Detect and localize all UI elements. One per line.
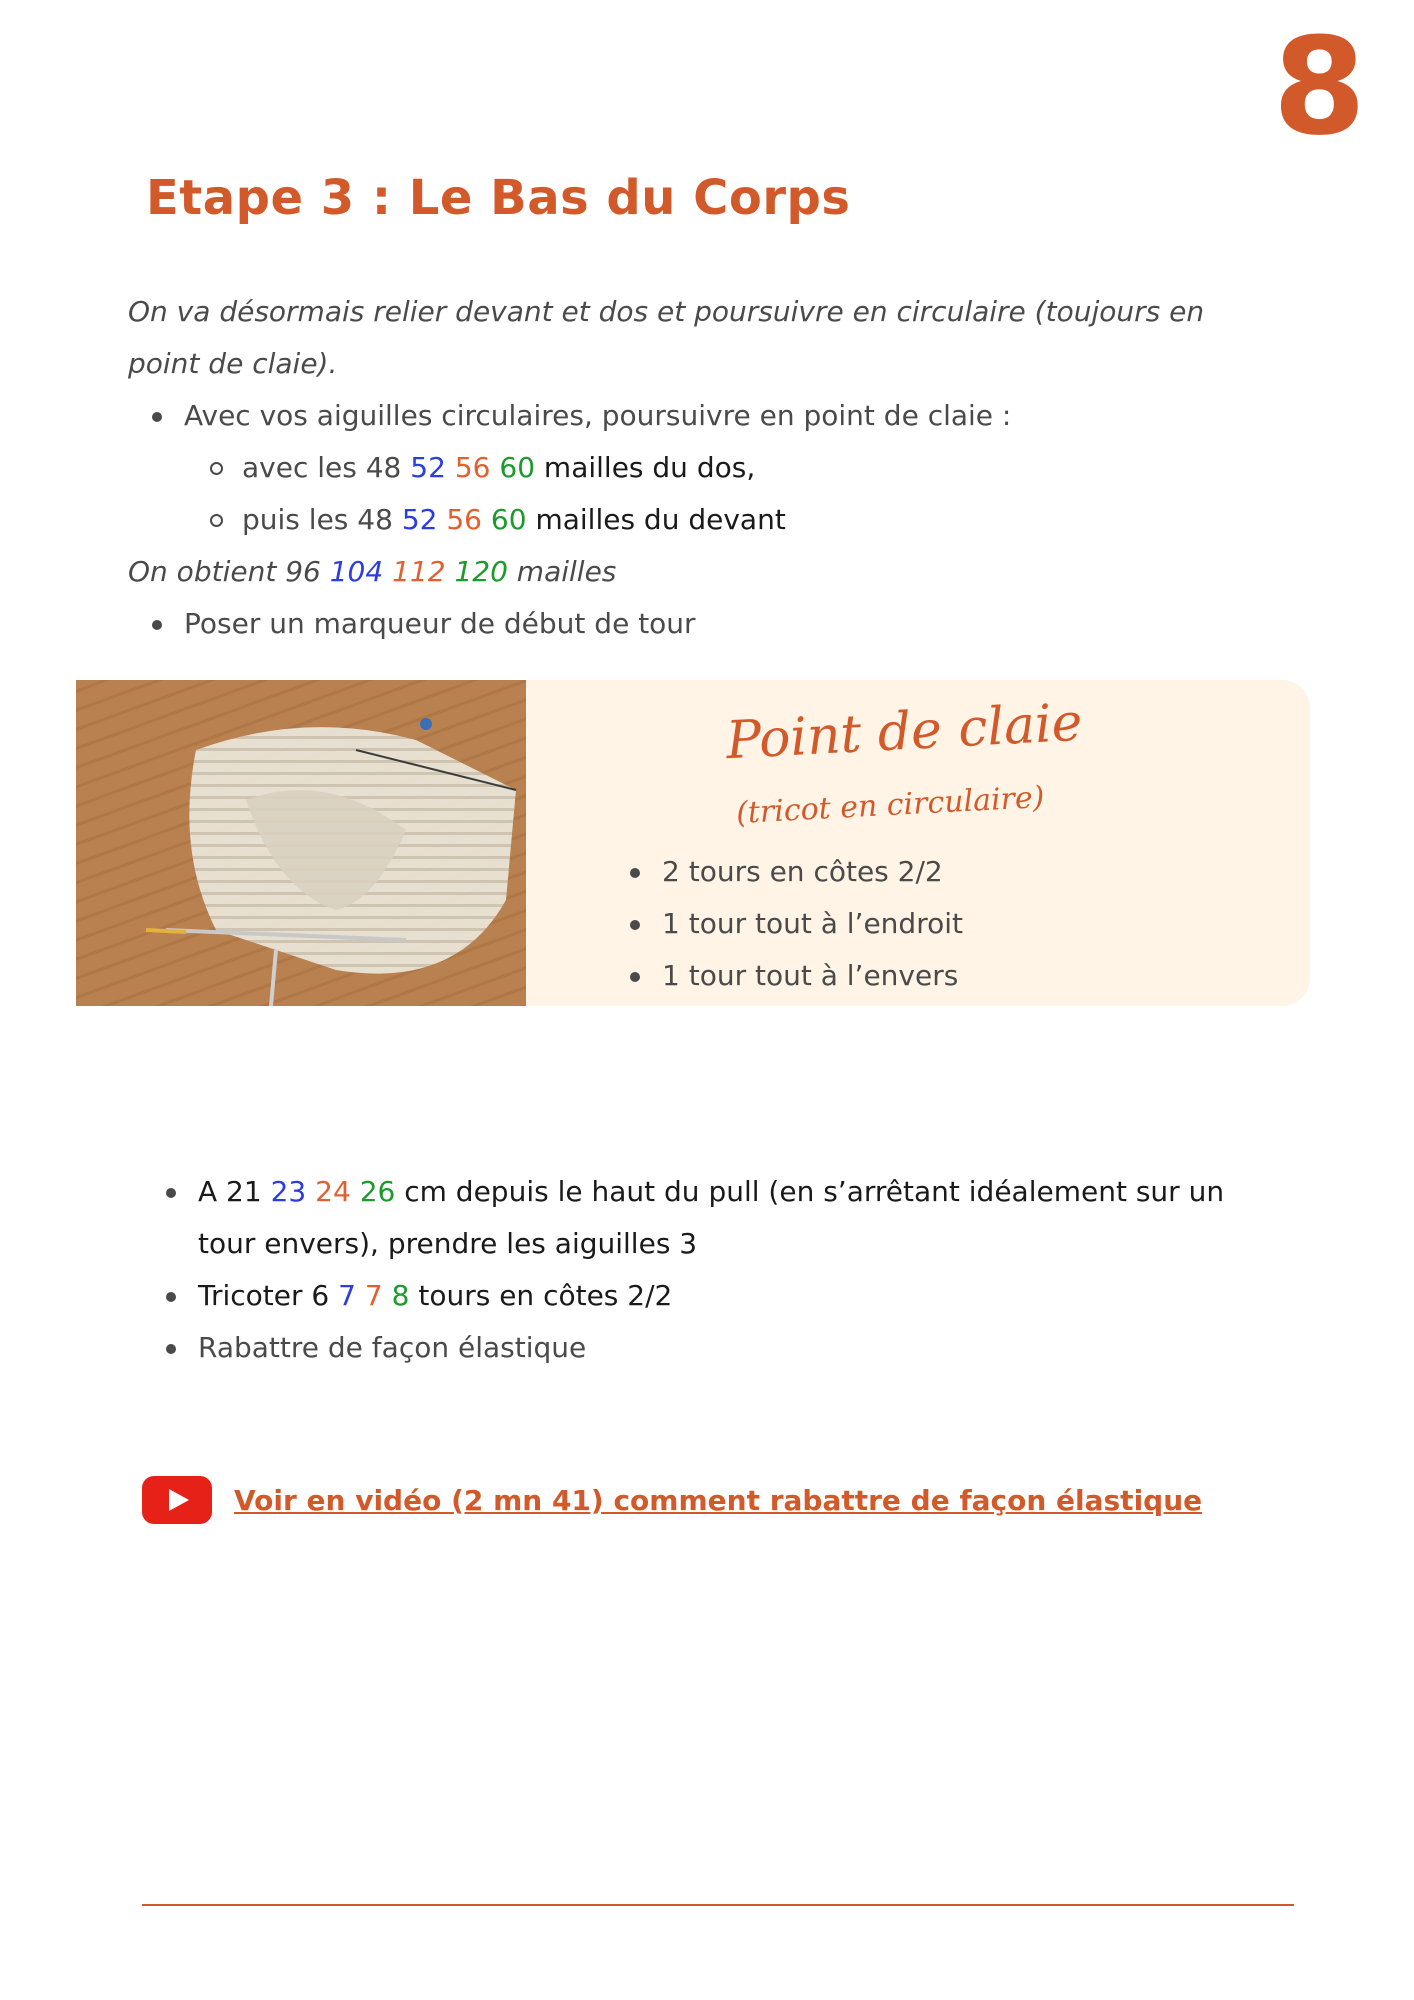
stitch-card-subtitle: (tricot en circulaire) (735, 779, 1046, 832)
size-4-value: 8 (391, 1279, 410, 1312)
step-suffix: tours en côtes 2/2 (409, 1279, 673, 1312)
stitch-card (526, 680, 1310, 1006)
size-2-value: 104 (329, 555, 384, 588)
size-3-value: 112 (392, 555, 446, 588)
size-2-value: 23 (270, 1175, 307, 1208)
size-4-value: 120 (454, 555, 508, 588)
youtube-play-icon[interactable] (142, 1476, 212, 1524)
list-item-text: Avec vos aiguilles circulaires, poursuivre en point de claie : (184, 399, 1012, 432)
sub-item-dos (128, 442, 1288, 494)
list-item-text: Poser un marqueur de début de tour (184, 607, 696, 640)
list-item-text: 1 tour tout à l’endroit (662, 907, 963, 940)
size-2-value: 52 (401, 503, 438, 536)
list-item-text: 2 tours en côtes 2/2 (662, 855, 943, 888)
size-4-value: 60 (490, 503, 527, 536)
step-text: Rabattre de façon élastique (198, 1331, 587, 1364)
steps-list (142, 1166, 1302, 1374)
step-needles (142, 1166, 1302, 1270)
step-suffix: cm depuis le haut du pull (en s’arrêtant idéalement sur un (395, 1175, 1225, 1208)
list-item (606, 898, 1286, 950)
knitting-photo (76, 680, 526, 1006)
intro-line-1: On va désormais relier devant et dos et poursuivre en circulaire (toujours en (128, 295, 1205, 328)
marker-list (128, 598, 1288, 650)
total-stitches (128, 546, 1288, 598)
step-prefix: Tricoter 6 (198, 1279, 339, 1312)
intro-section (128, 286, 1288, 650)
stitch-feature (76, 680, 1310, 1006)
sub-item-devant (128, 494, 1288, 546)
section-title: Etape 3 : Le Bas du Corps (146, 170, 851, 226)
video-link[interactable]: Voir en vidéo (2 mn 41) comment rabattre de façon élastique (234, 1483, 1203, 1517)
intro-list (128, 390, 1288, 546)
step-ribbing (142, 1270, 1302, 1322)
stitch-card-list (606, 846, 1286, 1002)
total-suffix: mailles (507, 555, 617, 588)
list-item-aiguilles (128, 390, 1288, 442)
video-link-row[interactable] (142, 1476, 1202, 1524)
step-bind-off (142, 1322, 1302, 1374)
size-2-value: 7 (338, 1279, 356, 1312)
list-item (606, 950, 1286, 1002)
list-item (606, 846, 1286, 898)
sub-item-suffix: mailles du dos, (535, 451, 756, 484)
step-line-2: tour envers), prendre les aiguilles 3 (198, 1227, 698, 1260)
step-prefix: A 21 (198, 1175, 271, 1208)
knitting-illustration (76, 680, 526, 1006)
list-item-text: 1 tour tout à l’envers (662, 959, 959, 992)
size-3-value: 56 (454, 451, 491, 484)
sub-item-suffix: mailles du devant (526, 503, 786, 536)
page-number: 8 (1272, 9, 1366, 165)
size-2-value: 52 (410, 451, 446, 484)
size-4-value: 60 (499, 451, 536, 484)
sub-item-prefix: avec les 48 (242, 451, 411, 484)
size-3-value: 24 (315, 1175, 351, 1208)
size-3-value: 56 (446, 503, 482, 536)
total-prefix: On obtient 96 (128, 555, 330, 588)
footer-divider (142, 1904, 1294, 1906)
size-4-value: 26 (359, 1175, 396, 1208)
sub-item-prefix: puis les 48 (242, 503, 402, 536)
stitch-card-title: Point de claie (724, 692, 1084, 772)
size-3-value: 7 (364, 1279, 383, 1312)
list-item-marker (128, 598, 1288, 650)
intro-line-2: point de claie). (128, 347, 338, 380)
